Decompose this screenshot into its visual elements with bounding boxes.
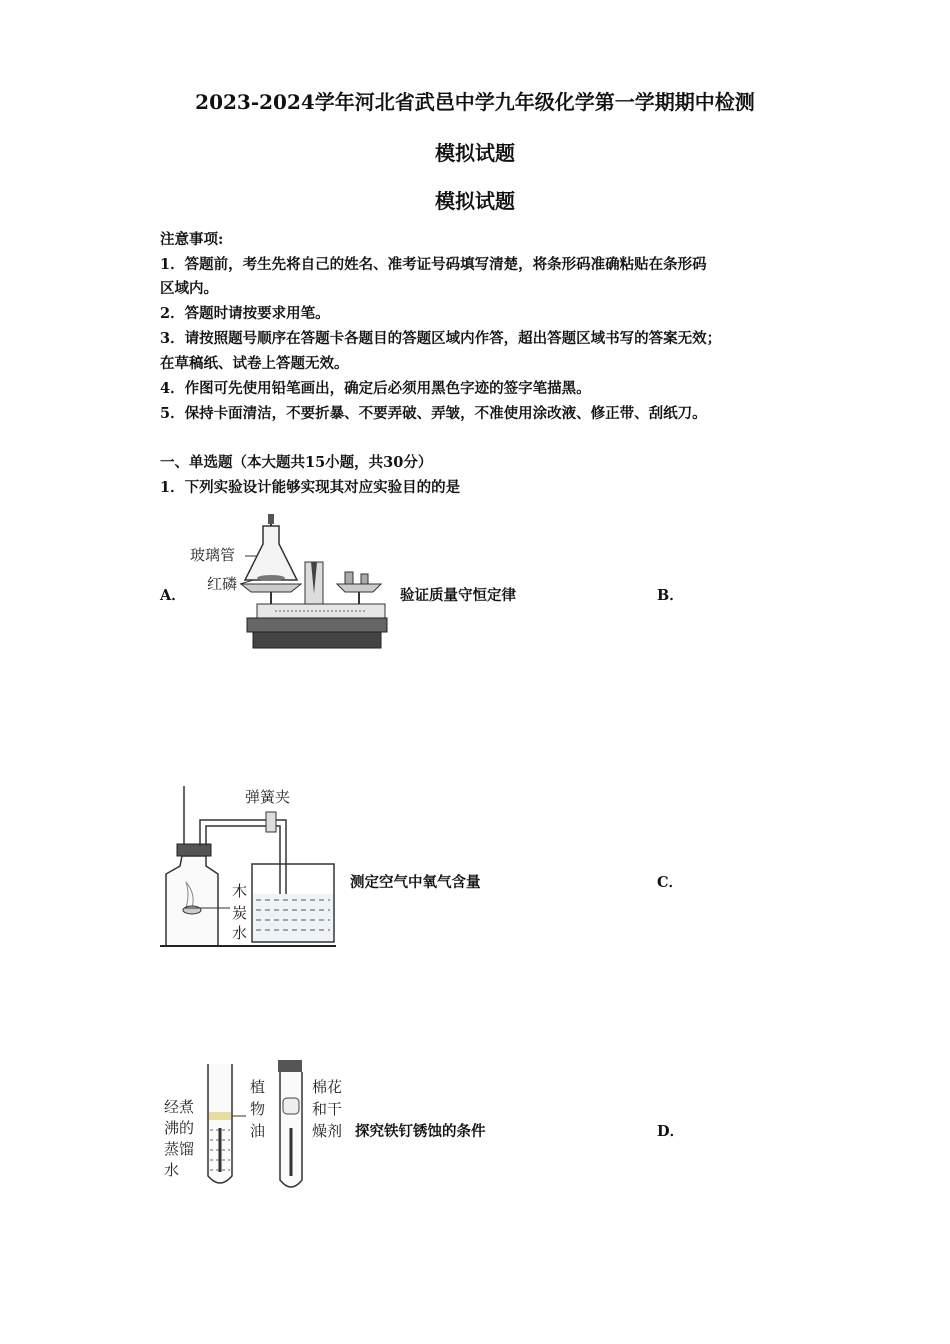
balance-apparatus-figure (185, 512, 390, 652)
figure-label: 弹簧夹 (245, 788, 291, 806)
option-a-letter: A． (160, 587, 186, 604)
oxygen-content-apparatus-figure (160, 782, 345, 952)
figure-label: 玻璃管 (190, 546, 236, 564)
figure-label: 植 (250, 1078, 266, 1096)
figure-label: 和干 (312, 1100, 343, 1118)
option-c-letter: C． (657, 874, 684, 891)
option-d-letter: D． (657, 1123, 685, 1140)
option-b-letter: B． (657, 587, 684, 604)
option-a-caption: 验证质量守恒定律 (400, 587, 516, 604)
figure-label: 油 (250, 1122, 266, 1140)
figure-label: 燥剂 (312, 1122, 343, 1140)
option-c-caption: 探究铁钉锈蚀的条件 (355, 1123, 486, 1140)
notice-item: 1．答题前，考生先将自己的姓名、准考证号码填写清楚，将条形码准确粘贴在条形码 (160, 256, 707, 273)
paper-subtitle-repeat: 模拟试题 (435, 189, 515, 213)
notice-item: 在草稿纸、试卷上答题无效。 (160, 355, 349, 372)
figure-label: 经煮 (164, 1098, 195, 1116)
section-heading: 一、单选题（本大题共15小题，共30分） (160, 454, 433, 471)
notice-item: 区域内。 (160, 280, 218, 297)
notice-heading: 注意事项: (160, 231, 224, 248)
figure-label: 木 (232, 882, 248, 900)
figure-label: 炭 (232, 904, 248, 922)
figure-label: 沸的 (164, 1119, 195, 1137)
option-b-caption: 测定空气中氧气含量 (350, 874, 481, 891)
paper-title: 2023-2024学年河北省武邑中学九年级化学第一学期期中检测 (195, 90, 755, 114)
notice-item: 4．作图可先使用铅笔画出，确定后必须用黑色字迹的签字笔描黑。 (160, 380, 591, 397)
notice-item: 3．请按照题号顺序在答题卡各题目的答题区域内作答，超出答题区域书写的答案无效； (160, 330, 722, 347)
figure-label: 红磷 (207, 575, 238, 593)
figure-label: 物 (250, 1100, 266, 1118)
figure-label: 棉花 (312, 1078, 343, 1096)
paper-subtitle: 模拟试题 (435, 141, 515, 165)
rust-test-tubes-figure (160, 1058, 355, 1193)
notice-item: 5．保持卡面清洁，不要折暴、不要弄破、弄皱，不准使用涂改液、修正带、刮纸刀。 (160, 405, 707, 422)
figure-label: 水 (164, 1161, 180, 1179)
figure-label: 蒸馏 (164, 1140, 195, 1158)
question-stem: 1．下列实验设计能够实现其对应实验目的的是 (160, 479, 461, 496)
notice-item: 2．答题时请按要求用笔。 (160, 305, 330, 322)
figure-label: 水 (232, 924, 248, 942)
